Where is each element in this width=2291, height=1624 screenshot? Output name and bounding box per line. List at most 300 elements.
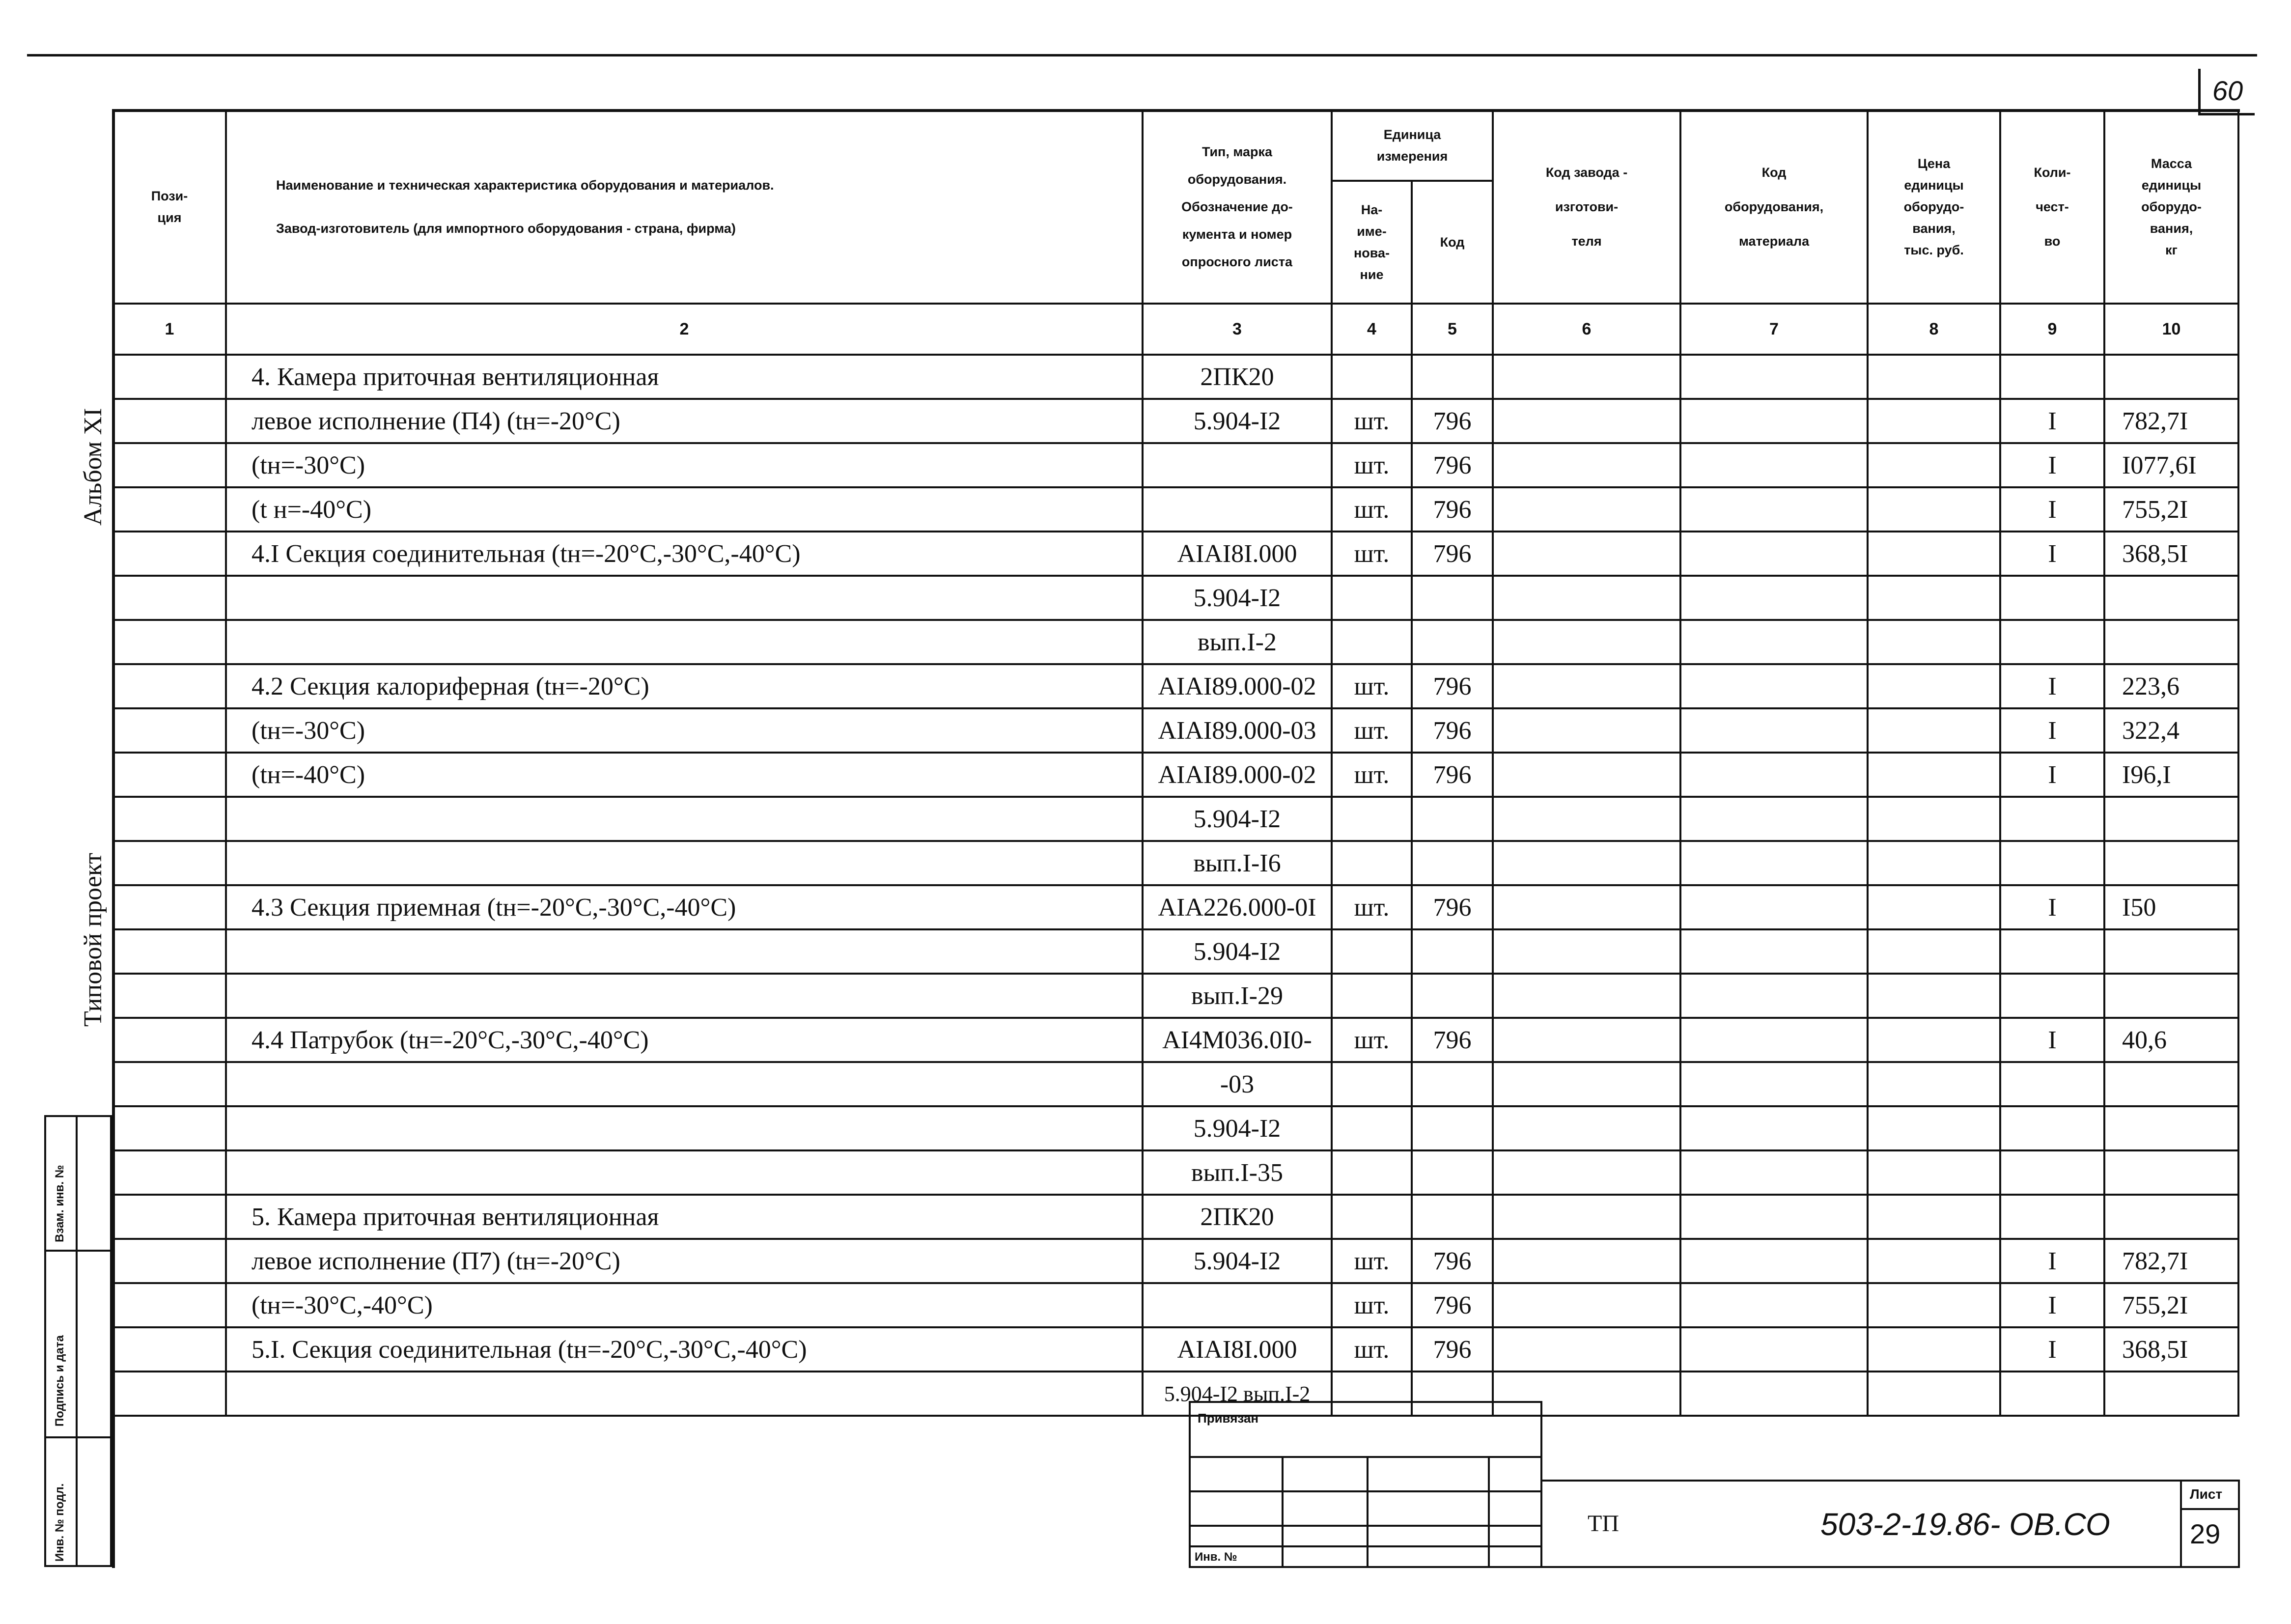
name-cell bbox=[226, 797, 1143, 841]
quantity-cell: I bbox=[2000, 443, 2104, 487]
table-row bbox=[113, 1018, 2238, 1062]
stamp-label-signature: Подпись и дата bbox=[53, 1335, 66, 1427]
quantity-cell bbox=[2000, 1062, 2104, 1106]
mass-cell: 223,6 bbox=[2104, 664, 2238, 708]
column-number: 4 bbox=[1332, 304, 1412, 355]
factory-code-cell bbox=[1493, 1150, 1680, 1195]
name-cell bbox=[226, 1372, 1143, 1416]
name-cell: (tн=-30°С) bbox=[226, 708, 1143, 753]
table-row bbox=[113, 929, 2238, 974]
quantity-cell: I bbox=[2000, 1327, 2104, 1372]
type-cell: вып.I-I6 bbox=[1143, 841, 1332, 885]
type-cell: -03 bbox=[1143, 1062, 1332, 1106]
unit-code-cell bbox=[1412, 1150, 1493, 1195]
header-unit-code: Код bbox=[1412, 181, 1493, 304]
name-cell: (tн=-30°С,-40°С) bbox=[226, 1283, 1143, 1327]
equipment-code-cell bbox=[1680, 1150, 1868, 1195]
column-number: 8 bbox=[1868, 304, 2000, 355]
mass-cell bbox=[2104, 1106, 2238, 1150]
mass-cell: 40,6 bbox=[2104, 1018, 2238, 1062]
mass-cell bbox=[2104, 797, 2238, 841]
equipment-code-cell bbox=[1680, 576, 1868, 620]
table-row bbox=[113, 532, 2238, 576]
unit-name-cell: шт. bbox=[1332, 399, 1412, 443]
table-row bbox=[113, 664, 2238, 708]
equipment-code-cell bbox=[1680, 885, 1868, 929]
name-cell: 4.2 Секция калориферная (tн=-20°С) bbox=[226, 664, 1143, 708]
table-row bbox=[113, 443, 2238, 487]
quantity-cell bbox=[2000, 974, 2104, 1018]
specification-table bbox=[112, 109, 2239, 1417]
name-cell: 5. Камера приточная вентиляционная bbox=[226, 1195, 1143, 1239]
equipment-code-cell bbox=[1680, 1106, 1868, 1150]
equipment-code-cell bbox=[1680, 1018, 1868, 1062]
mass-cell: I077,6I bbox=[2104, 443, 2238, 487]
table-row bbox=[113, 1062, 2238, 1106]
position-cell bbox=[113, 1062, 226, 1106]
table-row bbox=[113, 1327, 2238, 1372]
name-cell bbox=[226, 620, 1143, 664]
column-number: 5 bbox=[1412, 304, 1493, 355]
mass-cell bbox=[2104, 355, 2238, 399]
unit-code-cell bbox=[1412, 355, 1493, 399]
position-cell bbox=[113, 487, 226, 532]
unit-name-cell bbox=[1332, 1062, 1412, 1106]
position-cell bbox=[113, 576, 226, 620]
position-cell bbox=[113, 1150, 226, 1195]
unit-code-cell: 796 bbox=[1412, 664, 1493, 708]
table-row bbox=[113, 1239, 2238, 1283]
stamp-label-replace: Взам. инв. № bbox=[53, 1165, 66, 1242]
position-cell bbox=[113, 664, 226, 708]
stamp-label-inventory: Инв. № подл. bbox=[53, 1483, 66, 1562]
factory-code-cell bbox=[1493, 708, 1680, 753]
mass-cell: 782,7I bbox=[2104, 1239, 2238, 1283]
table-row bbox=[113, 399, 2238, 443]
type-cell: AIAI89.000-03 bbox=[1143, 708, 1332, 753]
unit-name-cell bbox=[1332, 1195, 1412, 1239]
price-cell bbox=[1868, 443, 2000, 487]
column-number: 7 bbox=[1680, 304, 1868, 355]
type-cell: AIAI8I.000 bbox=[1143, 1327, 1332, 1372]
quantity-cell: I bbox=[2000, 753, 2104, 797]
quantity-cell: I bbox=[2000, 664, 2104, 708]
type-cell: 2ПК20 bbox=[1143, 1195, 1332, 1239]
type-cell: AIAI89.000-02 bbox=[1143, 664, 1332, 708]
factory-code-cell bbox=[1493, 1195, 1680, 1239]
column-number: 10 bbox=[2104, 304, 2238, 355]
quantity-cell bbox=[2000, 1150, 2104, 1195]
factory-code-cell bbox=[1493, 487, 1680, 532]
price-cell bbox=[1868, 885, 2000, 929]
linked-stamp bbox=[1189, 1401, 1542, 1568]
position-cell bbox=[113, 443, 226, 487]
quantity-cell: I bbox=[2000, 885, 2104, 929]
price-cell bbox=[1868, 1106, 2000, 1150]
unit-code-cell bbox=[1412, 974, 1493, 1018]
column-number: 3 bbox=[1143, 304, 1332, 355]
unit-code-cell: 796 bbox=[1412, 443, 1493, 487]
position-cell bbox=[113, 1018, 226, 1062]
header-quantity: Коли- чест- во bbox=[2000, 110, 2104, 304]
equipment-code-cell bbox=[1680, 1062, 1868, 1106]
name-cell: (tн=-40°С) bbox=[226, 753, 1143, 797]
type-cell: AIA226.000-0I bbox=[1143, 885, 1332, 929]
type-cell bbox=[1143, 487, 1332, 532]
price-cell bbox=[1868, 708, 2000, 753]
quantity-cell: I bbox=[2000, 532, 2104, 576]
unit-code-cell: 796 bbox=[1412, 1239, 1493, 1283]
table-row bbox=[113, 753, 2238, 797]
name-cell: левое исполнение (П4) (tн=-20°С) bbox=[226, 399, 1143, 443]
type-cell: вып.I-29 bbox=[1143, 974, 1332, 1018]
position-cell bbox=[113, 708, 226, 753]
equipment-code-cell bbox=[1680, 841, 1868, 885]
name-cell: 4.I Секция соединительная (tн=-20°С,-30°С,-40°С) bbox=[226, 532, 1143, 576]
position-cell bbox=[113, 355, 226, 399]
factory-code-cell bbox=[1493, 355, 1680, 399]
equipment-code-cell bbox=[1680, 1372, 1868, 1416]
price-cell bbox=[1868, 620, 2000, 664]
quantity-cell bbox=[2000, 620, 2104, 664]
factory-code-cell bbox=[1493, 797, 1680, 841]
unit-name-cell bbox=[1332, 974, 1412, 1018]
column-number: 1 bbox=[113, 304, 226, 355]
name-cell bbox=[226, 974, 1143, 1018]
type-cell: 2ПК20 bbox=[1143, 355, 1332, 399]
equipment-code-cell bbox=[1680, 664, 1868, 708]
price-cell bbox=[1868, 355, 2000, 399]
name-cell bbox=[226, 929, 1143, 974]
mass-cell: 755,2I bbox=[2104, 487, 2238, 532]
name-cell: 4.3 Секция приемная (tн=-20°С,-30°С,-40°С) bbox=[226, 885, 1143, 929]
type-cell: 5.904-I2 bbox=[1143, 1239, 1332, 1283]
linked-label: Привязан bbox=[1198, 1411, 1259, 1426]
mass-cell: 368,5I bbox=[2104, 1327, 2238, 1372]
name-cell bbox=[226, 1150, 1143, 1195]
unit-name-cell: шт. bbox=[1332, 753, 1412, 797]
factory-code-cell bbox=[1493, 1018, 1680, 1062]
top-border-line bbox=[27, 54, 2257, 56]
header-row bbox=[113, 110, 2238, 181]
unit-name-cell: шт. bbox=[1332, 664, 1412, 708]
price-cell bbox=[1868, 753, 2000, 797]
header-position: Пози- ция bbox=[113, 110, 226, 304]
unit-name-cell: шт. bbox=[1332, 1283, 1412, 1327]
name-cell: (tн=-30°С) bbox=[226, 443, 1143, 487]
equipment-code-cell bbox=[1680, 1239, 1868, 1283]
equipment-code-cell bbox=[1680, 443, 1868, 487]
quantity-cell bbox=[2000, 797, 2104, 841]
table-row bbox=[113, 487, 2238, 532]
equipment-code-cell bbox=[1680, 974, 1868, 1018]
mass-cell bbox=[2104, 620, 2238, 664]
price-cell bbox=[1868, 532, 2000, 576]
position-cell bbox=[113, 1195, 226, 1239]
table-row bbox=[113, 1372, 2238, 1416]
equipment-code-cell bbox=[1680, 1283, 1868, 1327]
document-code: 503-2-19.86- ОВ.СО bbox=[1820, 1507, 2110, 1542]
unit-name-cell: шт. bbox=[1332, 443, 1412, 487]
price-cell bbox=[1868, 1372, 2000, 1416]
name-cell: (t н=-40°С) bbox=[226, 487, 1143, 532]
name-cell bbox=[226, 576, 1143, 620]
equipment-code-cell bbox=[1680, 355, 1868, 399]
price-cell bbox=[1868, 1283, 2000, 1327]
position-cell bbox=[113, 1283, 226, 1327]
price-cell bbox=[1868, 1327, 2000, 1372]
quantity-cell bbox=[2000, 1372, 2104, 1416]
factory-code-cell bbox=[1493, 532, 1680, 576]
type-cell: 5.904-I2 bbox=[1143, 797, 1332, 841]
equipment-code-cell bbox=[1680, 1327, 1868, 1372]
header-unit-name: На- име- нова- ние bbox=[1332, 181, 1412, 304]
position-cell bbox=[113, 974, 226, 1018]
unit-code-cell: 796 bbox=[1412, 708, 1493, 753]
position-cell bbox=[113, 399, 226, 443]
side-stamp bbox=[44, 1115, 112, 1567]
table-row bbox=[113, 1150, 2238, 1195]
factory-code-cell bbox=[1493, 1239, 1680, 1283]
sheet-corner-number: 60 bbox=[2198, 69, 2255, 115]
mass-cell: 755,2I bbox=[2104, 1283, 2238, 1327]
factory-code-cell bbox=[1493, 885, 1680, 929]
header-equipment-code: Код оборудования, материала bbox=[1680, 110, 1868, 304]
factory-code-cell bbox=[1493, 399, 1680, 443]
mass-cell bbox=[2104, 576, 2238, 620]
price-cell bbox=[1868, 664, 2000, 708]
table-row bbox=[113, 885, 2238, 929]
tp-label: ТП bbox=[1588, 1511, 1619, 1537]
name-cell: 4.4 Патрубок (tн=-20°С,-30°С,-40°С) bbox=[226, 1018, 1143, 1062]
header-factory-code: Код завода - изготови- теля bbox=[1493, 110, 1680, 304]
factory-code-cell bbox=[1493, 753, 1680, 797]
column-number: 2 bbox=[226, 304, 1143, 355]
header-name: Наименование и техническая характеристика оборудования и материалов. Завод-изготовитель (для импортного оборудования - страна, фирма) bbox=[226, 110, 1143, 304]
price-cell bbox=[1868, 576, 2000, 620]
position-cell bbox=[113, 753, 226, 797]
unit-code-cell bbox=[1412, 620, 1493, 664]
factory-code-cell bbox=[1493, 443, 1680, 487]
price-cell bbox=[1868, 1150, 2000, 1195]
unit-name-cell: шт. bbox=[1332, 1239, 1412, 1283]
title-block bbox=[1540, 1480, 2240, 1568]
price-cell bbox=[1868, 929, 2000, 974]
position-cell bbox=[113, 1106, 226, 1150]
type-cell bbox=[1143, 443, 1332, 487]
quantity-cell bbox=[2000, 355, 2104, 399]
factory-code-cell bbox=[1493, 576, 1680, 620]
table-row bbox=[113, 1106, 2238, 1150]
unit-code-cell bbox=[1412, 929, 1493, 974]
unit-name-cell bbox=[1332, 797, 1412, 841]
unit-code-cell bbox=[1412, 841, 1493, 885]
quantity-cell bbox=[2000, 576, 2104, 620]
mass-cell: I50 bbox=[2104, 885, 2238, 929]
unit-name-cell bbox=[1332, 1106, 1412, 1150]
quantity-cell: I bbox=[2000, 399, 2104, 443]
type-cell bbox=[1143, 1283, 1332, 1327]
unit-code-cell: 796 bbox=[1412, 1018, 1493, 1062]
mass-cell: I96,I bbox=[2104, 753, 2238, 797]
price-cell bbox=[1868, 399, 2000, 443]
unit-code-cell: 796 bbox=[1412, 487, 1493, 532]
table-row bbox=[113, 1283, 2238, 1327]
quantity-cell bbox=[2000, 841, 2104, 885]
table-row bbox=[113, 797, 2238, 841]
unit-name-cell bbox=[1332, 576, 1412, 620]
equipment-code-cell bbox=[1680, 487, 1868, 532]
factory-code-cell bbox=[1493, 1327, 1680, 1372]
quantity-cell: I bbox=[2000, 708, 2104, 753]
factory-code-cell bbox=[1493, 1106, 1680, 1150]
equipment-code-cell bbox=[1680, 797, 1868, 841]
table-row bbox=[113, 1195, 2238, 1239]
type-cell: AI4M036.0I0- bbox=[1143, 1018, 1332, 1062]
equipment-code-cell bbox=[1680, 399, 1868, 443]
column-number: 6 bbox=[1493, 304, 1680, 355]
unit-name-cell bbox=[1332, 355, 1412, 399]
header-unit: Единица измерения bbox=[1332, 110, 1493, 181]
unit-name-cell: шт. bbox=[1332, 885, 1412, 929]
name-cell bbox=[226, 841, 1143, 885]
type-cell: AIAI8I.000 bbox=[1143, 532, 1332, 576]
unit-name-cell bbox=[1332, 620, 1412, 664]
unit-code-cell: 796 bbox=[1412, 1283, 1493, 1327]
unit-name-cell: шт. bbox=[1332, 1018, 1412, 1062]
unit-code-cell: 796 bbox=[1412, 532, 1493, 576]
side-label-project: Типовой проект bbox=[79, 853, 107, 1027]
price-cell bbox=[1868, 1018, 2000, 1062]
factory-code-cell bbox=[1493, 929, 1680, 974]
unit-code-cell bbox=[1412, 1062, 1493, 1106]
unit-name-cell bbox=[1332, 1150, 1412, 1195]
type-cell: 5.904-I2 bbox=[1143, 1106, 1332, 1150]
price-cell bbox=[1868, 841, 2000, 885]
type-cell: AIAI89.000-02 bbox=[1143, 753, 1332, 797]
header-type: Тип, марка оборудования. Обозначение до- кумента и номер опросного листа bbox=[1143, 110, 1332, 304]
type-cell: 5.904-I2 вып.I-2 bbox=[1143, 1372, 1332, 1416]
equipment-code-cell bbox=[1680, 929, 1868, 974]
unit-name-cell: шт. bbox=[1332, 708, 1412, 753]
type-cell: 5.904-I2 bbox=[1143, 399, 1332, 443]
type-cell: вып.I-35 bbox=[1143, 1150, 1332, 1195]
name-cell: левое исполнение (П7) (tн=-20°С) bbox=[226, 1239, 1143, 1283]
sheet-number: 29 bbox=[2190, 1518, 2221, 1549]
type-cell: 5.904-I2 bbox=[1143, 929, 1332, 974]
name-cell: 5.I. Секция соединительная (tн=-20°С,-30°С,-40°С) bbox=[226, 1327, 1143, 1372]
position-cell bbox=[113, 1239, 226, 1283]
name-cell: 4. Камера приточная вентиляционная bbox=[226, 355, 1143, 399]
factory-code-cell bbox=[1493, 974, 1680, 1018]
type-cell: 5.904-I2 bbox=[1143, 576, 1332, 620]
unit-name-cell bbox=[1332, 929, 1412, 974]
name-cell bbox=[226, 1062, 1143, 1106]
header-price: Цена единицы оборудо- вания, тыс. руб. bbox=[1868, 110, 2000, 304]
equipment-code-cell bbox=[1680, 532, 1868, 576]
table-row bbox=[113, 974, 2238, 1018]
quantity-cell bbox=[2000, 1195, 2104, 1239]
position-cell bbox=[113, 929, 226, 974]
mass-cell: 368,5I bbox=[2104, 532, 2238, 576]
mass-cell bbox=[2104, 1195, 2238, 1239]
price-cell bbox=[1868, 1195, 2000, 1239]
quantity-cell bbox=[2000, 929, 2104, 974]
mass-cell bbox=[2104, 1372, 2238, 1416]
mass-cell bbox=[2104, 1062, 2238, 1106]
factory-code-cell bbox=[1493, 1062, 1680, 1106]
unit-code-cell bbox=[1412, 576, 1493, 620]
unit-code-cell: 796 bbox=[1412, 885, 1493, 929]
mass-cell: 322,4 bbox=[2104, 708, 2238, 753]
position-cell bbox=[113, 885, 226, 929]
factory-code-cell bbox=[1493, 841, 1680, 885]
table-row bbox=[113, 620, 2238, 664]
position-cell bbox=[113, 797, 226, 841]
price-cell bbox=[1868, 1062, 2000, 1106]
table-row bbox=[113, 841, 2238, 885]
unit-code-cell: 796 bbox=[1412, 753, 1493, 797]
sheet-label: Лист bbox=[2190, 1486, 2223, 1502]
mass-cell bbox=[2104, 841, 2238, 885]
price-cell bbox=[1868, 974, 2000, 1018]
unit-name-cell: шт. bbox=[1332, 1327, 1412, 1372]
quantity-cell: I bbox=[2000, 1283, 2104, 1327]
unit-name-cell: шт. bbox=[1332, 532, 1412, 576]
position-cell bbox=[113, 532, 226, 576]
price-cell bbox=[1868, 487, 2000, 532]
quantity-cell: I bbox=[2000, 1018, 2104, 1062]
equipment-code-cell bbox=[1680, 1195, 1868, 1239]
equipment-code-cell bbox=[1680, 620, 1868, 664]
factory-code-cell bbox=[1493, 1283, 1680, 1327]
factory-code-cell bbox=[1493, 620, 1680, 664]
type-cell: вып.I-2 bbox=[1143, 620, 1332, 664]
inventory-label: Инв. № bbox=[1195, 1550, 1237, 1564]
quantity-cell bbox=[2000, 1106, 2104, 1150]
price-cell bbox=[1868, 797, 2000, 841]
position-cell bbox=[113, 620, 226, 664]
equipment-code-cell bbox=[1680, 753, 1868, 797]
unit-code-cell bbox=[1412, 797, 1493, 841]
mass-cell bbox=[2104, 1150, 2238, 1195]
column-number-row bbox=[113, 304, 2238, 355]
position-cell bbox=[113, 1327, 226, 1372]
unit-code-cell bbox=[1412, 1195, 1493, 1239]
header-mass: Масса единицы оборудо- вания, кг bbox=[2104, 110, 2238, 304]
mass-cell bbox=[2104, 974, 2238, 1018]
table-row bbox=[113, 355, 2238, 399]
unit-code-cell bbox=[1412, 1106, 1493, 1150]
table-row bbox=[113, 708, 2238, 753]
factory-code-cell bbox=[1493, 664, 1680, 708]
equipment-code-cell bbox=[1680, 708, 1868, 753]
table-row bbox=[113, 576, 2238, 620]
column-number: 9 bbox=[2000, 304, 2104, 355]
name-cell bbox=[226, 1106, 1143, 1150]
unit-code-cell: 796 bbox=[1412, 399, 1493, 443]
mass-cell: 782,7I bbox=[2104, 399, 2238, 443]
quantity-cell: I bbox=[2000, 487, 2104, 532]
side-label-album: Альбом XI bbox=[79, 408, 107, 526]
unit-code-cell: 796 bbox=[1412, 1327, 1493, 1372]
position-cell bbox=[113, 1372, 226, 1416]
price-cell bbox=[1868, 1239, 2000, 1283]
unit-name-cell: шт. bbox=[1332, 487, 1412, 532]
quantity-cell: I bbox=[2000, 1239, 2104, 1283]
unit-name-cell bbox=[1332, 841, 1412, 885]
position-cell bbox=[113, 841, 226, 885]
